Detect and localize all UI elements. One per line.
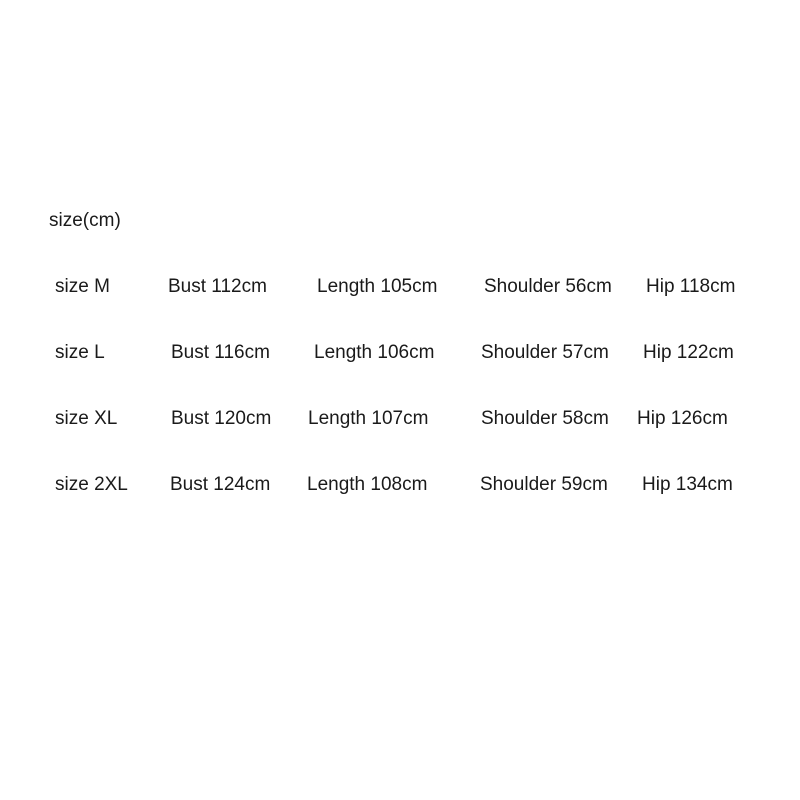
hip-value: Hip 122cm	[643, 342, 734, 363]
size-label: size M	[55, 276, 110, 297]
shoulder-value: Shoulder 57cm	[481, 342, 609, 363]
hip-value: Hip 134cm	[642, 474, 733, 495]
size-label: size 2XL	[55, 474, 128, 495]
hip-value: Hip 126cm	[637, 408, 728, 429]
length-value: Length 106cm	[314, 342, 435, 363]
size-row-2xl	[0, 472, 800, 498]
size-label: size XL	[55, 408, 118, 429]
length-value: Length 108cm	[307, 474, 428, 495]
size-row-xl	[0, 406, 800, 432]
bust-value: Bust 116cm	[171, 342, 270, 363]
size-chart-heading: size(cm)	[49, 210, 121, 231]
shoulder-value: Shoulder 56cm	[484, 276, 612, 297]
hip-value: Hip 118cm	[646, 276, 736, 297]
bust-value: Bust 120cm	[171, 408, 272, 429]
size-row-m	[0, 274, 800, 300]
length-value: Length 107cm	[308, 408, 429, 429]
bust-value: Bust 112cm	[168, 276, 267, 297]
size-row-l	[0, 340, 800, 366]
shoulder-value: Shoulder 59cm	[480, 474, 608, 495]
length-value: Length 105cm	[317, 276, 438, 297]
size-label: size L	[55, 342, 105, 363]
bust-value: Bust 124cm	[170, 474, 271, 495]
shoulder-value: Shoulder 58cm	[481, 408, 609, 429]
